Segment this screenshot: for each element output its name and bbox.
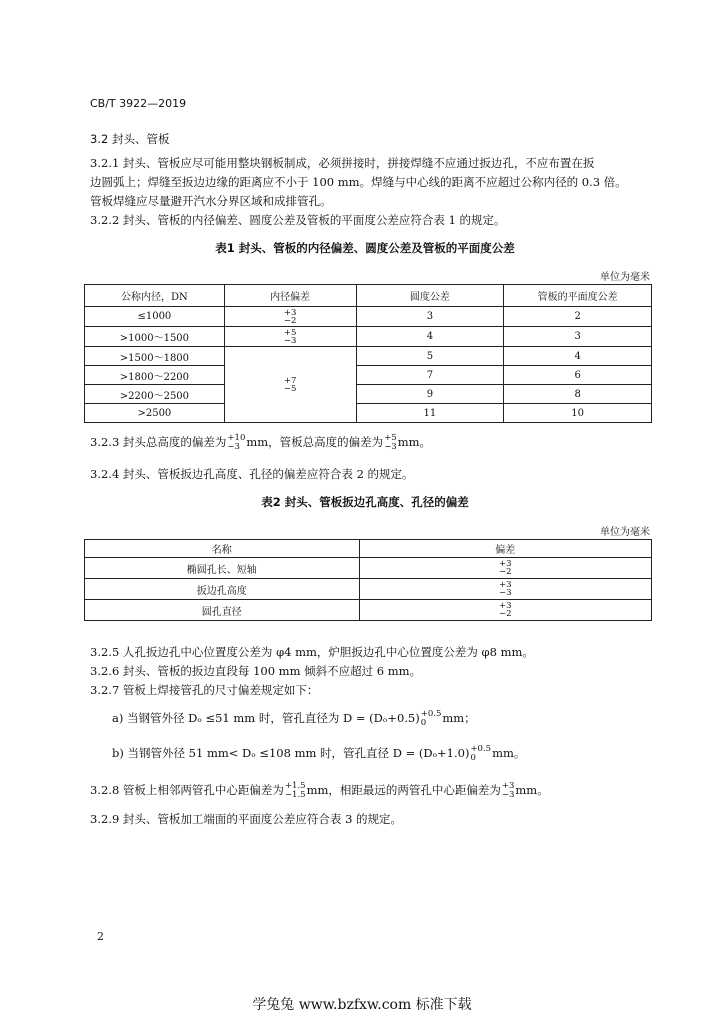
cell-flatness: 8 [504,385,652,404]
table-row [85,327,652,347]
table1-title: 表1 封头、管板的内径偏差、圆度公差及管板的平面度公差 [215,241,515,255]
table1-unit: 单位为毫米 [600,272,650,283]
cell-flatness: 10 [504,404,652,423]
table1-header: 圆度公差 [356,285,504,307]
table-row [85,347,652,366]
table2-header: 偏差 [359,540,651,558]
text-line: 管板焊缝应尽量避开汽水分界区域和成排管孔。 [90,194,332,208]
cell-deviation: +3 −2 [359,600,651,621]
text-line: 3.2.1 封头、管板应尽可能用整块钢板制成，必须拼接时，拼接焊缝不应通过扳边孔，不应布置在扳 [90,156,595,170]
paragraph-3-2-2: 3.2.2 封头、管板的内径偏差、圆度公差及管板的平面度公差应符合表 1 的规定。 [90,213,506,227]
table2-header: 名称 [85,540,360,558]
tolerance: +10 −3 [227,433,246,452]
table-row [85,404,652,423]
cell-deviation: +3 −3 [359,579,651,600]
cell-name: 扳边孔高度 [85,579,360,600]
page-number: 2 [97,930,104,943]
paragraph-3-2-6: 3.2.6 封头、管板的扳边直段每 100 mm 倾斜不应超过 6 mm。 [90,664,422,678]
cell-roundness: 9 [356,385,504,404]
cell-flatness: 3 [504,327,652,347]
cell-roundness: 4 [356,327,504,347]
cell-deviation: +3 −2 [224,307,356,327]
cell-dn: >2500 [85,404,225,423]
paragraph-3-2-8: 3.2.8 管板上相邻两管孔中心距偏差为 +1.5 −1.5 mm，相距最远的两管孔中心距偏差为 +3 −3 mm。 [90,781,549,800]
cell-flatness: 2 [504,307,652,327]
cell-name: 椭圆孔长、短轴 [85,558,360,579]
table-row [85,600,652,621]
table1-header: 管板的平面度公差 [504,285,652,307]
tolerance: +1.5 −1.5 [284,781,306,800]
table2-title: 表2 封头、管板扳边孔高度、孔径的偏差 [261,495,469,509]
cell-roundness: 3 [356,307,504,327]
cell-name: 圆孔直径 [85,600,360,621]
paragraph-3-2-3: 3.2.3 封头总高度的偏差为 +10 −3 mm，管板总高度的偏差为 +5 −3 mm。 [90,433,432,452]
cell-roundness: 5 [356,347,504,366]
paragraph-3-2-5: 3.2.5 人孔扳边孔中心位置度公差为 φ4 mm，炉胆扳边孔中心位置度公差为 φ8 mm。 [90,645,534,659]
cell-deviation: +5 −3 [224,327,356,347]
paragraph-3-2-4: 3.2.4 封头、管板扳边孔高度、孔径的偏差应符合表 2 的规定。 [90,467,414,481]
cell-roundness: 11 [356,404,504,423]
tolerance: +3 −3 [501,781,515,800]
cell-dn: ≤1000 [85,307,225,327]
cell-dn: >1800～2200 [85,366,225,385]
cell-flatness: 4 [504,347,652,366]
paragraph-3-2-9: 3.2.9 封头、管板加工端面的平面度公差应符合表 3 的规定。 [90,812,403,826]
cell-deviation-merged: +7 −5 [224,347,356,423]
table1 [84,284,652,423]
section-title: 3.2 封头、管板 [90,132,170,146]
cell-roundness: 7 [356,366,504,385]
table-row [85,385,652,404]
tolerance: +0.5 0 [470,744,492,763]
tolerance: +0.5 0 [420,709,442,728]
table-row [85,558,652,579]
item-3-2-7-a: a) 当钢管外径 Dₒ ≤51 mm 时，管孔直径为 D = (Dₒ+0.5) +0.5 0 mm； [112,709,476,728]
table-row [85,307,652,327]
table1-header: 内径偏差 [224,285,356,307]
cell-dn: >1500～1800 [85,347,225,366]
table1-header: 公称内径，DN [85,285,225,307]
footer-watermark: 学兔兔 www.bzfxw.com 标准下载 [252,997,472,1013]
standard-number: CB/T 3922—2019 [90,97,187,110]
table2-unit: 单位为毫米 [600,527,650,538]
table-row [85,579,652,600]
table-row [85,366,652,385]
paragraph-3-2-1 [90,154,650,211]
tolerance: +5 −3 [384,433,397,452]
cell-dn: >2200～2500 [85,385,225,404]
cell-flatness: 6 [504,366,652,385]
cell-deviation: +3 −2 [359,558,651,579]
cell-dn: >1000～1500 [85,327,225,347]
item-3-2-7-b: b) 当钢管外径 51 mm< Dₒ ≤108 mm 时，管孔直径 D = (Dₒ+1.0) +0.5 0 mm。 [112,744,526,763]
paragraph-3-2-7: 3.2.7 管板上焊接管孔的尺寸偏差规定如下： [90,683,319,697]
table2 [84,539,652,621]
text-line: 边圆弧上；焊缝至扳边边缘的距离应不小于 100 mm。焊缝与中心线的距离不应超过公称内径的 0.3 倍。 [90,175,627,189]
